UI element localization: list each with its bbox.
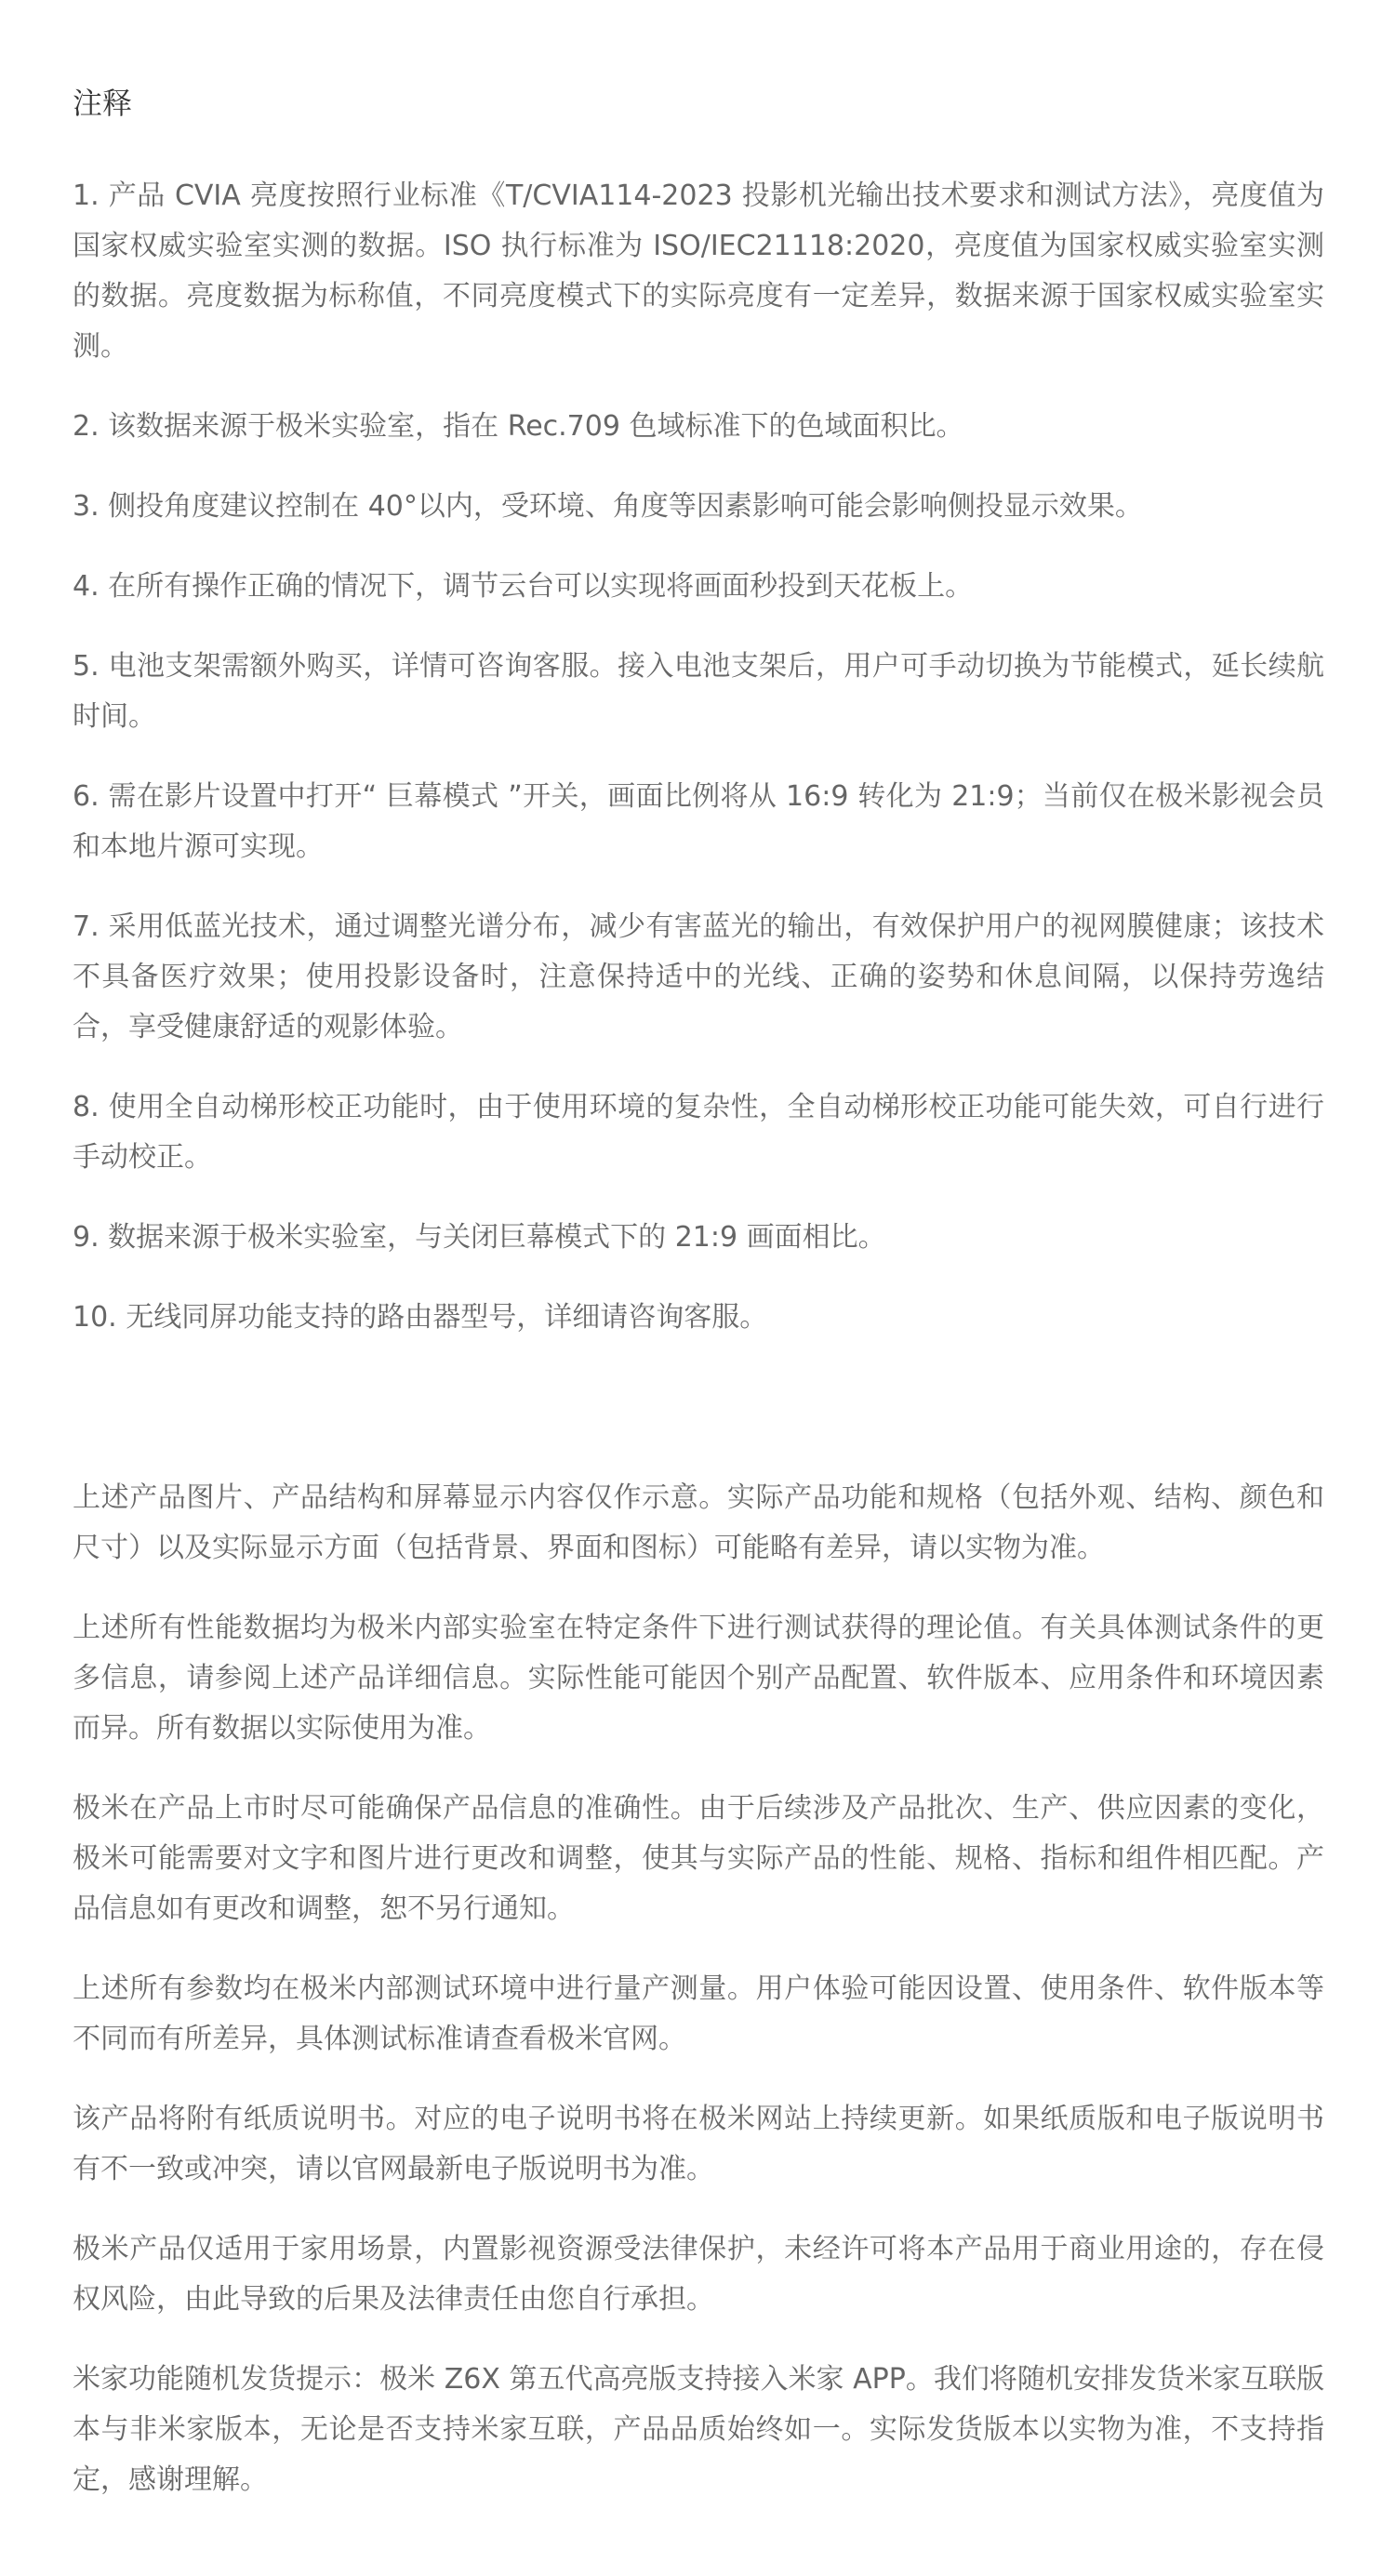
disclaimer-mijia-shipping: 米家功能随机发货提示：极米 Z6X 第五代高亮版支持接入米家 APP。我们将随机安排发货米家互联版本与非米家版本，无论是否支持米家互联，产品品质始终如一。实际发货版本以实物为准，不支持指定，感谢理解。 <box>73 2363 1324 2496</box>
disclaimer-usage-scope: 极米产品仅适用于家用场景，内置影视资源受法律保护，未经许可将本产品用于商业用途的，存在侵权风险，由此导致的后果及法律责任由您自行承担。 <box>73 2233 1324 2316</box>
disclaimer-product-images: 上述产品图片、产品结构和屏幕显示内容仅作示意。实际产品功能和规格（包括外观、结构、颜色和尺寸）以及实际显示方面（包括背景、界面和图标）可能略有差异，请以实物为准。 <box>73 1481 1324 1564</box>
note-item-10: 10. 无线同屏功能支持的路由器型号，详细请咨询客服。 <box>73 1301 768 1334</box>
note-item-6: 6. 需在影片设置中打开“ 巨幕模式 ”开关，画面比例将从 16:9 转化为 21:9；当前仅在极米影视会员和本地片源可实现。 <box>73 780 1324 863</box>
note-item-5: 5. 电池支架需额外购买，详情可咨询客服。接入电池支架后，用户可手动切换为节能模式，延长续航时间。 <box>73 650 1324 733</box>
disclaimer-performance-data: 上述所有性能数据均为极米内部实验室在特定条件下进行测试获得的理论值。有关具体测试条件的更多信息，请参阅上述产品详细信息。实际性能可能因个别产品配置、软件版本、应用条件和环境因素而异。所有数据以实际使用为准。 <box>73 1612 1324 1745</box>
note-item-8: 8. 使用全自动梯形校正功能时，由于使用环境的复杂性，全自动梯形校正功能可能失效，可自行进行手动校正。 <box>73 1091 1324 1174</box>
note-item-7: 7. 采用低蓝光技术，通过调整光谱分布，减少有害蓝光的输出，有效保护用户的视网膜健康；该技术不具备医疗效果；使用投影设备时，注意保持适中的光线、正确的姿势和休息间隔，以保持劳逸结合，享受健康舒适的观影体验。 <box>73 910 1324 1043</box>
disclaimer-product-info: 极米在产品上市时尽可能确保产品信息的准确性。由于后续涉及产品批次、生产、供应因素的变化，极米可能需要对文字和图片进行更改和调整，使其与实际产品的性能、规格、指标和组件相匹配。产品信息如有更改和调整，恕不另行通知。 <box>73 1792 1324 1925</box>
note-item-2: 2. 该数据来源于极米实验室，指在 Rec.709 色域标准下的色域面积比。 <box>73 410 964 443</box>
note-item-9: 9. 数据来源于极米实验室，与关闭巨幕模式下的 21:9 画面相比。 <box>73 1221 886 1254</box>
disclaimer-parameters: 上述所有参数均在极米内部测试环境中进行量产测量。用户体验可能因设置、使用条件、软件版本等不同而有所差异，具体测试标准请查看极米官网。 <box>73 1972 1324 2055</box>
disclaimer-manual: 该产品将附有纸质说明书。对应的电子说明书将在极米网站上持续更新。如果纸质版和电子版说明书有不一致或冲突，请以官网最新电子版说明书为准。 <box>73 2103 1324 2185</box>
note-item-4: 4. 在所有操作正确的情况下，调节云台可以实现将画面秒投到天花板上。 <box>73 570 974 603</box>
section-divider-space <box>73 1373 1324 1473</box>
notes-title: 注释 <box>73 86 133 121</box>
note-item-1: 1. 产品 CVIA 亮度按照行业标准《T/CVIA114-2023 投影机光输出技术要求和测试方法》，亮度值为国家权威实验室实测的数据。ISO 执行标准为 ISO/IEC21118:2020，亮度值为国家权威实验室实测的数据。亮度数据为标称值，不同亮度模式下的实际亮度有一定差异，数据来源于国家权威实验室实测。 <box>73 179 1324 363</box>
note-item-3: 3. 侧投角度建议控制在 40°以内，受环境、角度等因素影响可能会影响侧投显示效果。 <box>73 490 1143 523</box>
notes-page <box>73 84 1324 2535</box>
